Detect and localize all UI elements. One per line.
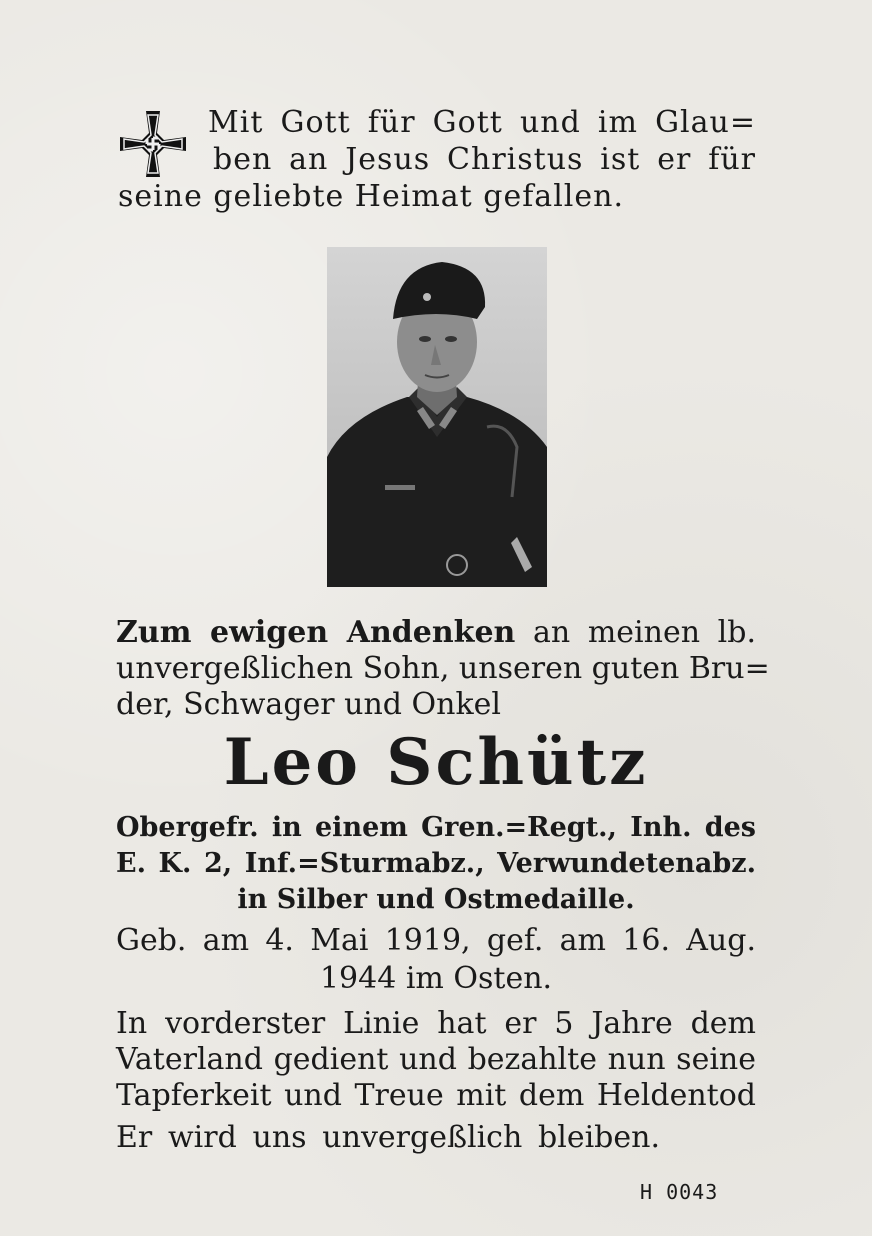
header-line-3: seine geliebte Heimat gefallen. — [118, 179, 624, 214]
memorial-line-3: der, Schwager und Onkel — [116, 687, 501, 722]
memorial-line-2: unvergeßlichen Sohn, unseren guten Bru= — [116, 651, 770, 686]
rank-line-2: E. K. 2, Inf.=Sturmabz., Verwundetenabz. — [116, 848, 756, 879]
tribute-text — [116, 1006, 756, 1114]
iron-cross-icon — [118, 109, 188, 179]
deceased-name: Leo Schütz — [223, 725, 649, 800]
memorial-line-1-rest: an meinen lb. — [515, 615, 756, 650]
dates-line-2: 1944 im Osten. — [319, 961, 553, 996]
rank-line-1: Obergefr. in einem Gren.=Regt., Inh. des — [116, 812, 756, 843]
soldier-portrait-photo — [327, 247, 547, 587]
memorial-heading: Zum ewigen Andenken — [116, 615, 516, 650]
tribute-line-2: Vaterland gedient und bezahlte nun seine — [116, 1042, 756, 1077]
memorial-line-1 — [116, 615, 756, 651]
tribute-line-3: Tapferkeit und Treue mit dem Heldentod — [116, 1078, 756, 1113]
print-code: H 0043 — [640, 1180, 719, 1204]
header-line-1: Mit Gott für Gott und im Glau= — [208, 105, 756, 140]
header-line-2: ben an Jesus Christus ist er für — [213, 142, 756, 177]
rank-and-decorations — [116, 810, 756, 918]
dates-line-1: Geb. am 4. Mai 1919, gef. am 16. Aug. — [116, 923, 756, 958]
tribute-line-1: In vorderster Linie hat er 5 Jahre dem — [116, 1006, 756, 1041]
closing-line: Er wird uns unvergeßlich bleiben. — [116, 1120, 660, 1155]
life-dates — [116, 922, 756, 998]
rank-line-3: in Silber und Ostmedaille. — [237, 884, 635, 915]
memorial-text — [116, 615, 770, 723]
